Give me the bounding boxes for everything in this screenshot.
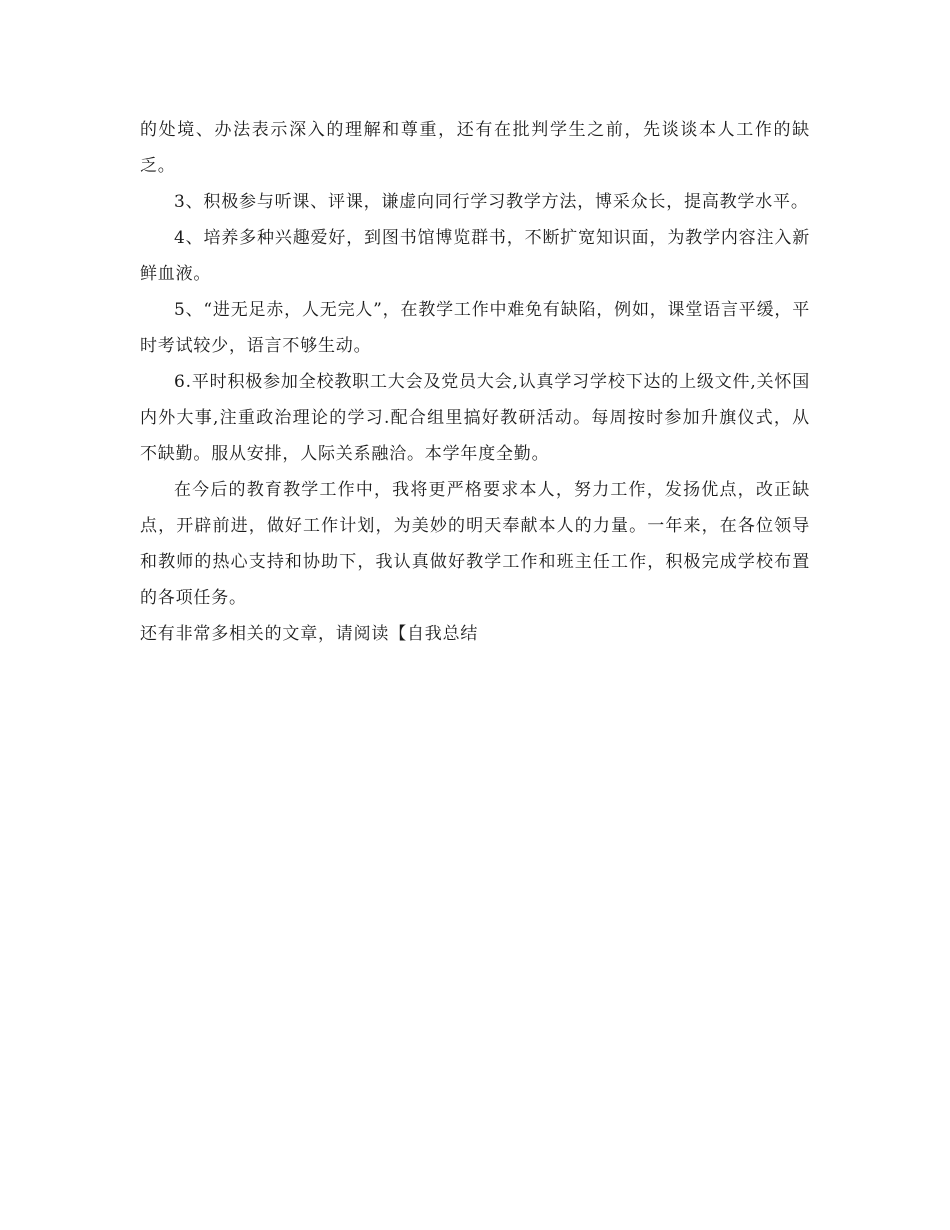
- paragraph-item-6: 6.平时积极参加全校教职工大会及党员大会,认真学习学校下达的上级文件,关怀国内外大事,注重政治理论的学习.配合组里搞好教研活动。每周按时参加升旗仪式，从不缺勤。服从安排，人际关系融洽。本学年度全勤。: [140, 372, 810, 464]
- document-body: [140, 112, 810, 652]
- paragraph-item-3: 3、积极参与听课、评课，谦虚向同行学习教学方法，博采众长，提高教学水平。: [174, 192, 809, 212]
- paragraph-continuation: 的处境、办法表示深入的理解和尊重，还有在批判学生之前，先谈谈本人工作的缺乏。: [140, 120, 810, 176]
- paragraph-item-4: 4、培养多种兴趣爱好，到图书馆博览群书，不断扩宽知识面，为教学内容注入新鲜血液。: [140, 228, 810, 284]
- paragraph-item-5: 5、“进无足赤，人无完人”，在教学工作中难免有缺陷，例如，课堂语言平缓，平时考试较少，语言不够生动。: [140, 300, 810, 356]
- related-articles-link[interactable]: 还有非常多相关的文章，请阅读【自我总结: [140, 624, 479, 644]
- paragraph-conclusion: 在今后的教育教学工作中，我将更严格要求本人，努力工作，发扬优点，改正缺点，开辟前进，做好工作计划，为美妙的明天奉献本人的力量。一年来，在各位领导和教师的热心支持和协助下，我认真做好教学工作和班主任工作，积极完成学校布置的各项任务。: [140, 480, 810, 608]
